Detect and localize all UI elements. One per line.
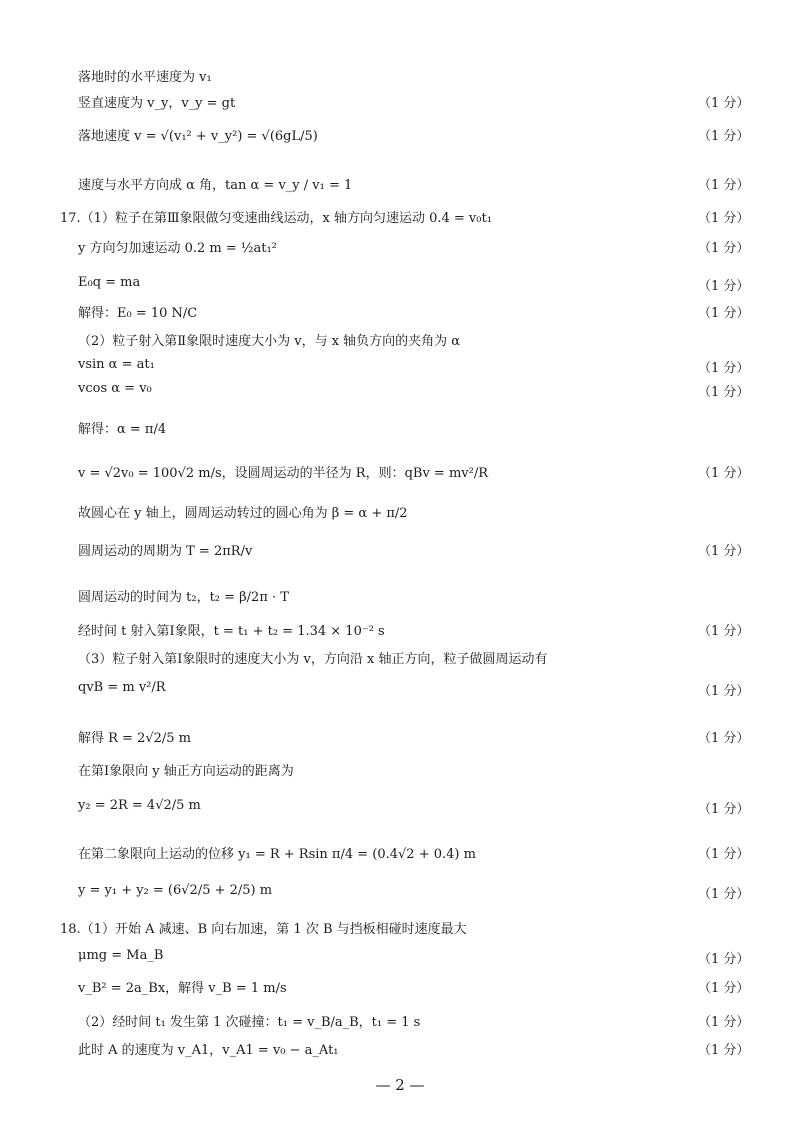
line-text: 落地时的水平速度为 v₁ — [78, 70, 212, 85]
score-mark: （1 分） — [698, 211, 750, 226]
line-text: y 方向匀加速运动 0.2 m = ½at₁² — [78, 241, 277, 256]
score-mark: （1 分） — [698, 847, 750, 862]
line-text: v = √2v₀ = 100√2 m/s，设圆周运动的半径为 R，则：qBv = mv²/R — [78, 466, 488, 481]
score-mark: （1 分） — [698, 96, 750, 111]
score-mark: （1 分） — [698, 361, 750, 376]
line-text: E₀q = ma — [78, 275, 141, 290]
score-mark: （1 分） — [698, 981, 750, 996]
line-text: vcos α = v₀ — [78, 381, 152, 396]
line-text: 解得：E₀ = 10 N/C — [78, 306, 198, 321]
line-text: （2）粒子射入第Ⅱ象限时速度大小为 v，与 x 轴负方向的夹角为 α — [78, 334, 461, 349]
score-mark: （1 分） — [698, 178, 750, 193]
line-text: 圆周运动的周期为 T = 2πR/v — [78, 544, 253, 559]
score-mark: （1 分） — [698, 731, 750, 746]
score-mark: （1 分） — [698, 241, 750, 256]
line-text: 圆周运动的时间为 t₂，t₂ = β/2π · T — [78, 590, 289, 605]
line-text: qvB = m v²/R — [78, 680, 166, 695]
line-text: 在第Ⅰ象限向 y 轴正方向运动的距离为 — [78, 764, 294, 779]
score-mark: （1 分） — [698, 684, 750, 699]
score-mark: （1 分） — [698, 1043, 750, 1058]
score-mark: （1 分） — [698, 279, 750, 294]
score-mark: （1 分） — [698, 306, 750, 321]
score-mark: （1 分） — [698, 1015, 750, 1030]
line-text: 落地速度 v = √(v₁² + v_y²) = √(6gL/5) — [78, 129, 318, 144]
line-text: 此时 A 的速度为 v_A1，v_A1 = v₀ − a_At₁ — [78, 1043, 339, 1058]
line-text: 解得 R = 2√2/5 m — [78, 731, 192, 746]
score-mark: （1 分） — [698, 887, 750, 902]
score-mark: （1 分） — [698, 952, 750, 967]
line-text: v_B² = 2a_Bx，解得 v_B = 1 m/s — [78, 981, 287, 996]
line-text: vsin α = at₁ — [78, 357, 155, 372]
line-text: y = y₁ + y₂ = (6√2/5 + 2/5) m — [78, 883, 273, 898]
line-text: 速度与水平方向成 α 角，tan α = v_y / v₁ = 1 — [78, 178, 353, 193]
line-text: （3）粒子射入第Ⅰ象限时的速度大小为 v，方向沿 x 轴正方向，粒子做圆周运动有 — [78, 652, 548, 667]
score-mark: （1 分） — [698, 624, 750, 639]
line-text: 在第二象限向上运动的位移 y₁ = R + Rsin π/4 = (0.4√2 + 0.4) m — [78, 847, 476, 862]
line-text: 经时间 t 射入第Ⅰ象限，t = t₁ + t₂ = 1.34 × 10⁻² s — [78, 624, 385, 639]
page-number: — 2 — — [375, 1076, 425, 1094]
line-text: 竖直速度为 v_y，v_y = gt — [78, 96, 236, 111]
score-mark: （1 分） — [698, 466, 750, 481]
score-mark: （1 分） — [698, 544, 750, 559]
score-mark: （1 分） — [698, 129, 750, 144]
line-text: 故圆心在 y 轴上，圆周运动转过的圆心角为 β = α + π/2 — [78, 506, 408, 521]
score-mark: （1 分） — [698, 385, 750, 400]
score-mark: （1 分） — [698, 802, 750, 817]
line-text: 17.（1）粒子在第Ⅲ象限做匀变速曲线运动，x 轴方向匀速运动 0.4 = v₀t₁ — [60, 211, 492, 226]
line-text: y₂ = 2R = 4√2/5 m — [78, 798, 201, 813]
line-text: μmg = Ma_B — [78, 948, 164, 963]
line-text: 解得：α = π/4 — [78, 422, 167, 437]
line-text: （2）经时间 t₁ 发生第 1 次碰撞：t₁ = v_B/a_B，t₁ = 1 s — [78, 1015, 421, 1030]
line-text: 18.（1）开始 A 减速、B 向右加速，第 1 次 B 与挡板相碰时速度最大 — [60, 922, 467, 937]
